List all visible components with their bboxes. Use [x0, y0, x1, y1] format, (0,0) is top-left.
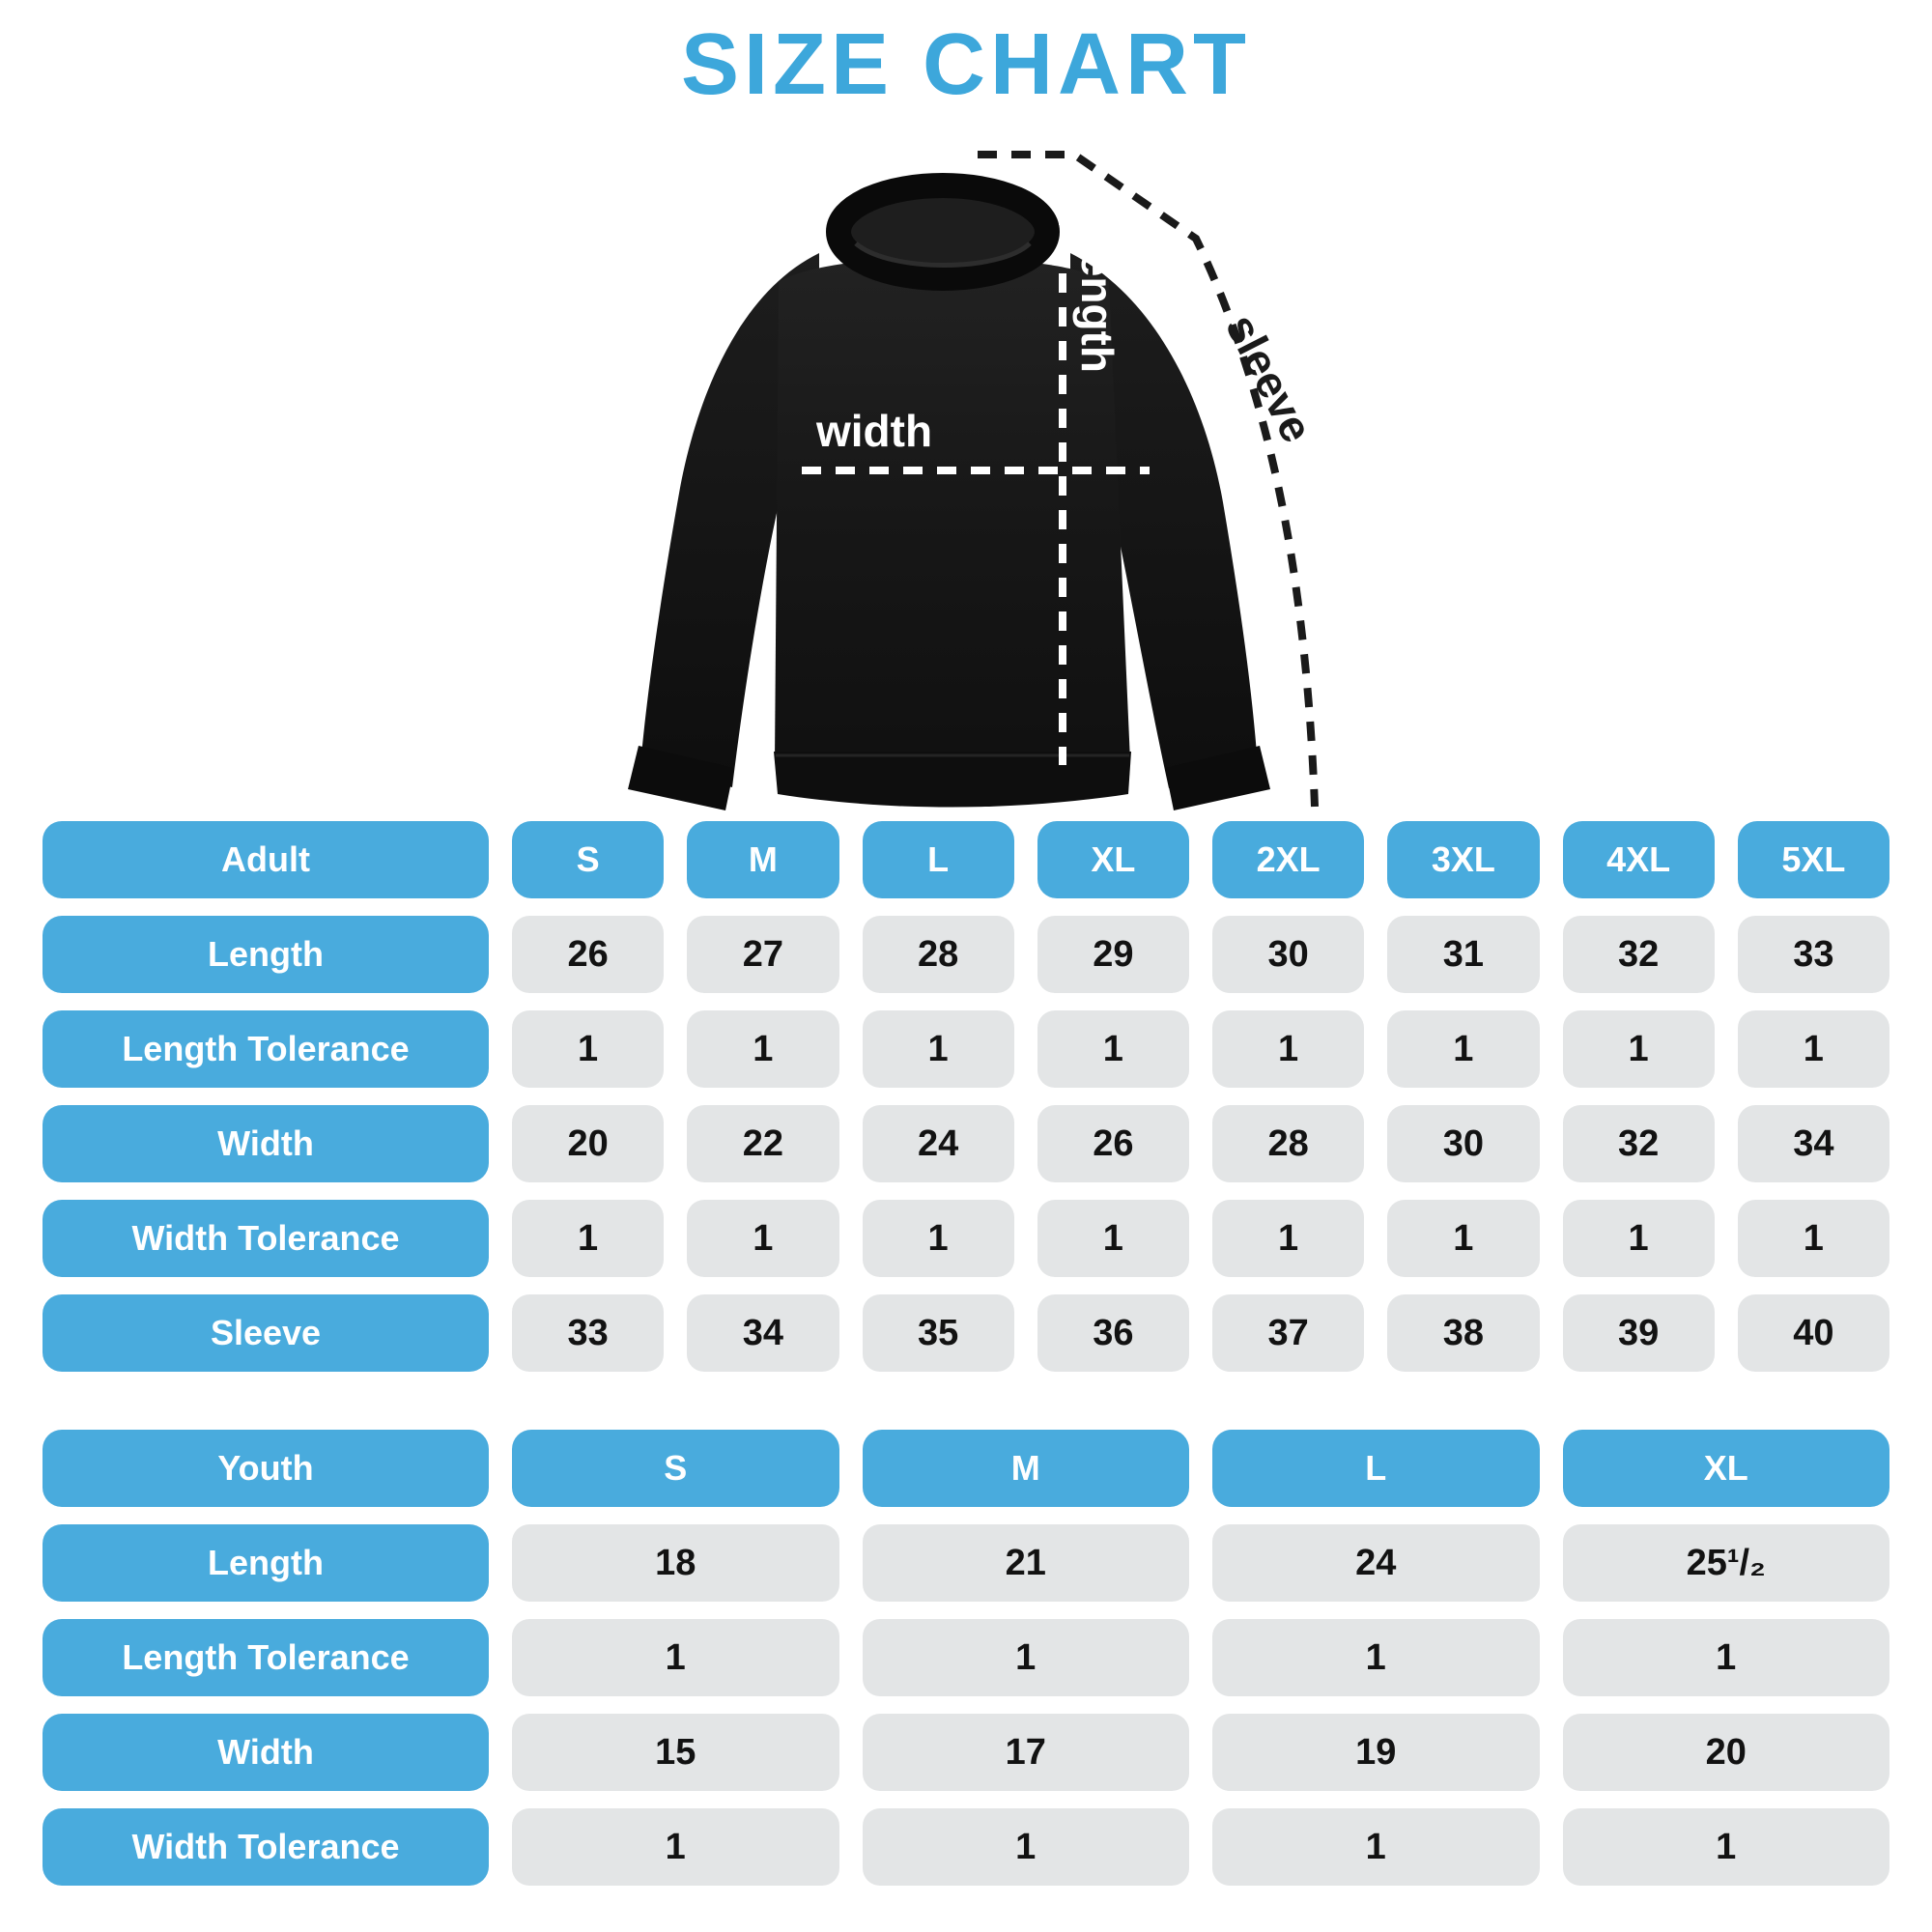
- adult-value-cell: 26: [1037, 1105, 1189, 1182]
- adult-value-cell: 32: [1563, 916, 1715, 993]
- hem-band: [774, 752, 1131, 808]
- adult-value-cell: 26: [512, 916, 664, 993]
- youth-value-cell: 17: [863, 1714, 1190, 1791]
- adult-value-cell: 35: [863, 1294, 1014, 1372]
- adult-value-cell: 37: [1212, 1294, 1364, 1372]
- youth-value-cell: 18: [512, 1524, 839, 1602]
- adult-row-label-width-tolerance: Width Tolerance: [43, 1200, 489, 1277]
- adult-value-cell: 1: [1387, 1010, 1539, 1088]
- youth-value-cell: 1: [1212, 1808, 1540, 1886]
- adult-value-cell: 1: [687, 1010, 838, 1088]
- youth-value-cell: 19: [1212, 1714, 1540, 1791]
- adult-size-col-4XL: 4XL: [1563, 821, 1715, 898]
- adult-size-col-5XL: 5XL: [1738, 821, 1889, 898]
- adult-value-cell: 1: [1037, 1010, 1189, 1088]
- adult-row-label-sleeve: Sleeve: [43, 1294, 489, 1372]
- sweatshirt-diagram: [541, 104, 1391, 843]
- adult-size-col-3XL: 3XL: [1387, 821, 1539, 898]
- adult-value-cell: 30: [1212, 916, 1364, 993]
- youth-value-cell: 1: [1563, 1619, 1890, 1696]
- adult-table-title: Adult: [43, 821, 489, 898]
- adult-value-cell: 1: [512, 1200, 664, 1277]
- size-tables: [43, 821, 1889, 1886]
- adult-value-cell: 34: [1738, 1105, 1889, 1182]
- adult-value-cell: 1: [687, 1200, 838, 1277]
- width-label: width: [816, 406, 933, 456]
- adult-value-cell: 34: [687, 1294, 838, 1372]
- adult-size-col-XL: XL: [1037, 821, 1189, 898]
- adult-value-cell: 1: [1212, 1010, 1364, 1088]
- youth-size-col-XL: XL: [1563, 1430, 1890, 1507]
- adult-size-col-S: S: [512, 821, 664, 898]
- youth-value-cell: 1: [512, 1619, 839, 1696]
- youth-value-cell: 1: [512, 1808, 839, 1886]
- adult-size-table: [43, 821, 1889, 1372]
- adult-value-cell: 27: [687, 916, 838, 993]
- adult-value-cell: 1: [1387, 1200, 1539, 1277]
- adult-value-cell: 38: [1387, 1294, 1539, 1372]
- adult-value-cell: 1: [1738, 1200, 1889, 1277]
- youth-row-label-width-tolerance: Width Tolerance: [43, 1808, 489, 1886]
- adult-value-cell: 1: [863, 1010, 1014, 1088]
- adult-value-cell: 1: [863, 1200, 1014, 1277]
- youth-value-cell: 24: [1212, 1524, 1540, 1602]
- youth-value-cell: 15: [512, 1714, 839, 1791]
- adult-value-cell: 39: [1563, 1294, 1715, 1372]
- adult-value-cell: 33: [512, 1294, 664, 1372]
- youth-size-col-M: M: [863, 1430, 1190, 1507]
- adult-value-cell: 1: [1212, 1200, 1364, 1277]
- adult-value-cell: 31: [1387, 916, 1539, 993]
- adult-value-cell: 1: [1563, 1200, 1715, 1277]
- youth-row-label-length: Length: [43, 1524, 489, 1602]
- adult-value-cell: 1: [1738, 1010, 1889, 1088]
- adult-value-cell: 36: [1037, 1294, 1189, 1372]
- adult-value-cell: 22: [687, 1105, 838, 1182]
- adult-row-label-length-tolerance: Length Tolerance: [43, 1010, 489, 1088]
- adult-value-cell: 28: [1212, 1105, 1364, 1182]
- sleeve-label: sleeve: [1216, 305, 1323, 450]
- page-title: SIZE CHART: [681, 16, 1251, 113]
- adult-size-col-L: L: [863, 821, 1014, 898]
- youth-size-col-S: S: [512, 1430, 839, 1507]
- adult-value-cell: 20: [512, 1105, 664, 1182]
- youth-row-label-length-tolerance: Length Tolerance: [43, 1619, 489, 1696]
- length-label: length: [1072, 240, 1122, 373]
- adult-value-cell: 40: [1738, 1294, 1889, 1372]
- youth-size-table: [43, 1430, 1889, 1886]
- adult-value-cell: 29: [1037, 916, 1189, 993]
- adult-row-label-length: Length: [43, 916, 489, 993]
- youth-value-cell: 25¹/₂: [1563, 1524, 1890, 1602]
- youth-value-cell: 21: [863, 1524, 1190, 1602]
- youth-value-cell: 1: [863, 1619, 1190, 1696]
- adult-size-col-M: M: [687, 821, 838, 898]
- adult-value-cell: 32: [1563, 1105, 1715, 1182]
- youth-size-col-L: L: [1212, 1430, 1540, 1507]
- adult-value-cell: 30: [1387, 1105, 1539, 1182]
- adult-value-cell: 28: [863, 916, 1014, 993]
- youth-value-cell: 20: [1563, 1714, 1890, 1791]
- adult-value-cell: 1: [1563, 1010, 1715, 1088]
- sweatshirt-image: [541, 104, 1391, 843]
- adult-value-cell: 33: [1738, 916, 1889, 993]
- youth-row-label-width: Width: [43, 1714, 489, 1791]
- youth-value-cell: 1: [1212, 1619, 1540, 1696]
- youth-value-cell: 1: [1563, 1808, 1890, 1886]
- adult-value-cell: 1: [512, 1010, 664, 1088]
- adult-value-cell: 24: [863, 1105, 1014, 1182]
- youth-table-title: Youth: [43, 1430, 489, 1507]
- adult-row-label-width: Width: [43, 1105, 489, 1182]
- adult-value-cell: 1: [1037, 1200, 1189, 1277]
- youth-value-cell: 1: [863, 1808, 1190, 1886]
- adult-size-col-2XL: 2XL: [1212, 821, 1364, 898]
